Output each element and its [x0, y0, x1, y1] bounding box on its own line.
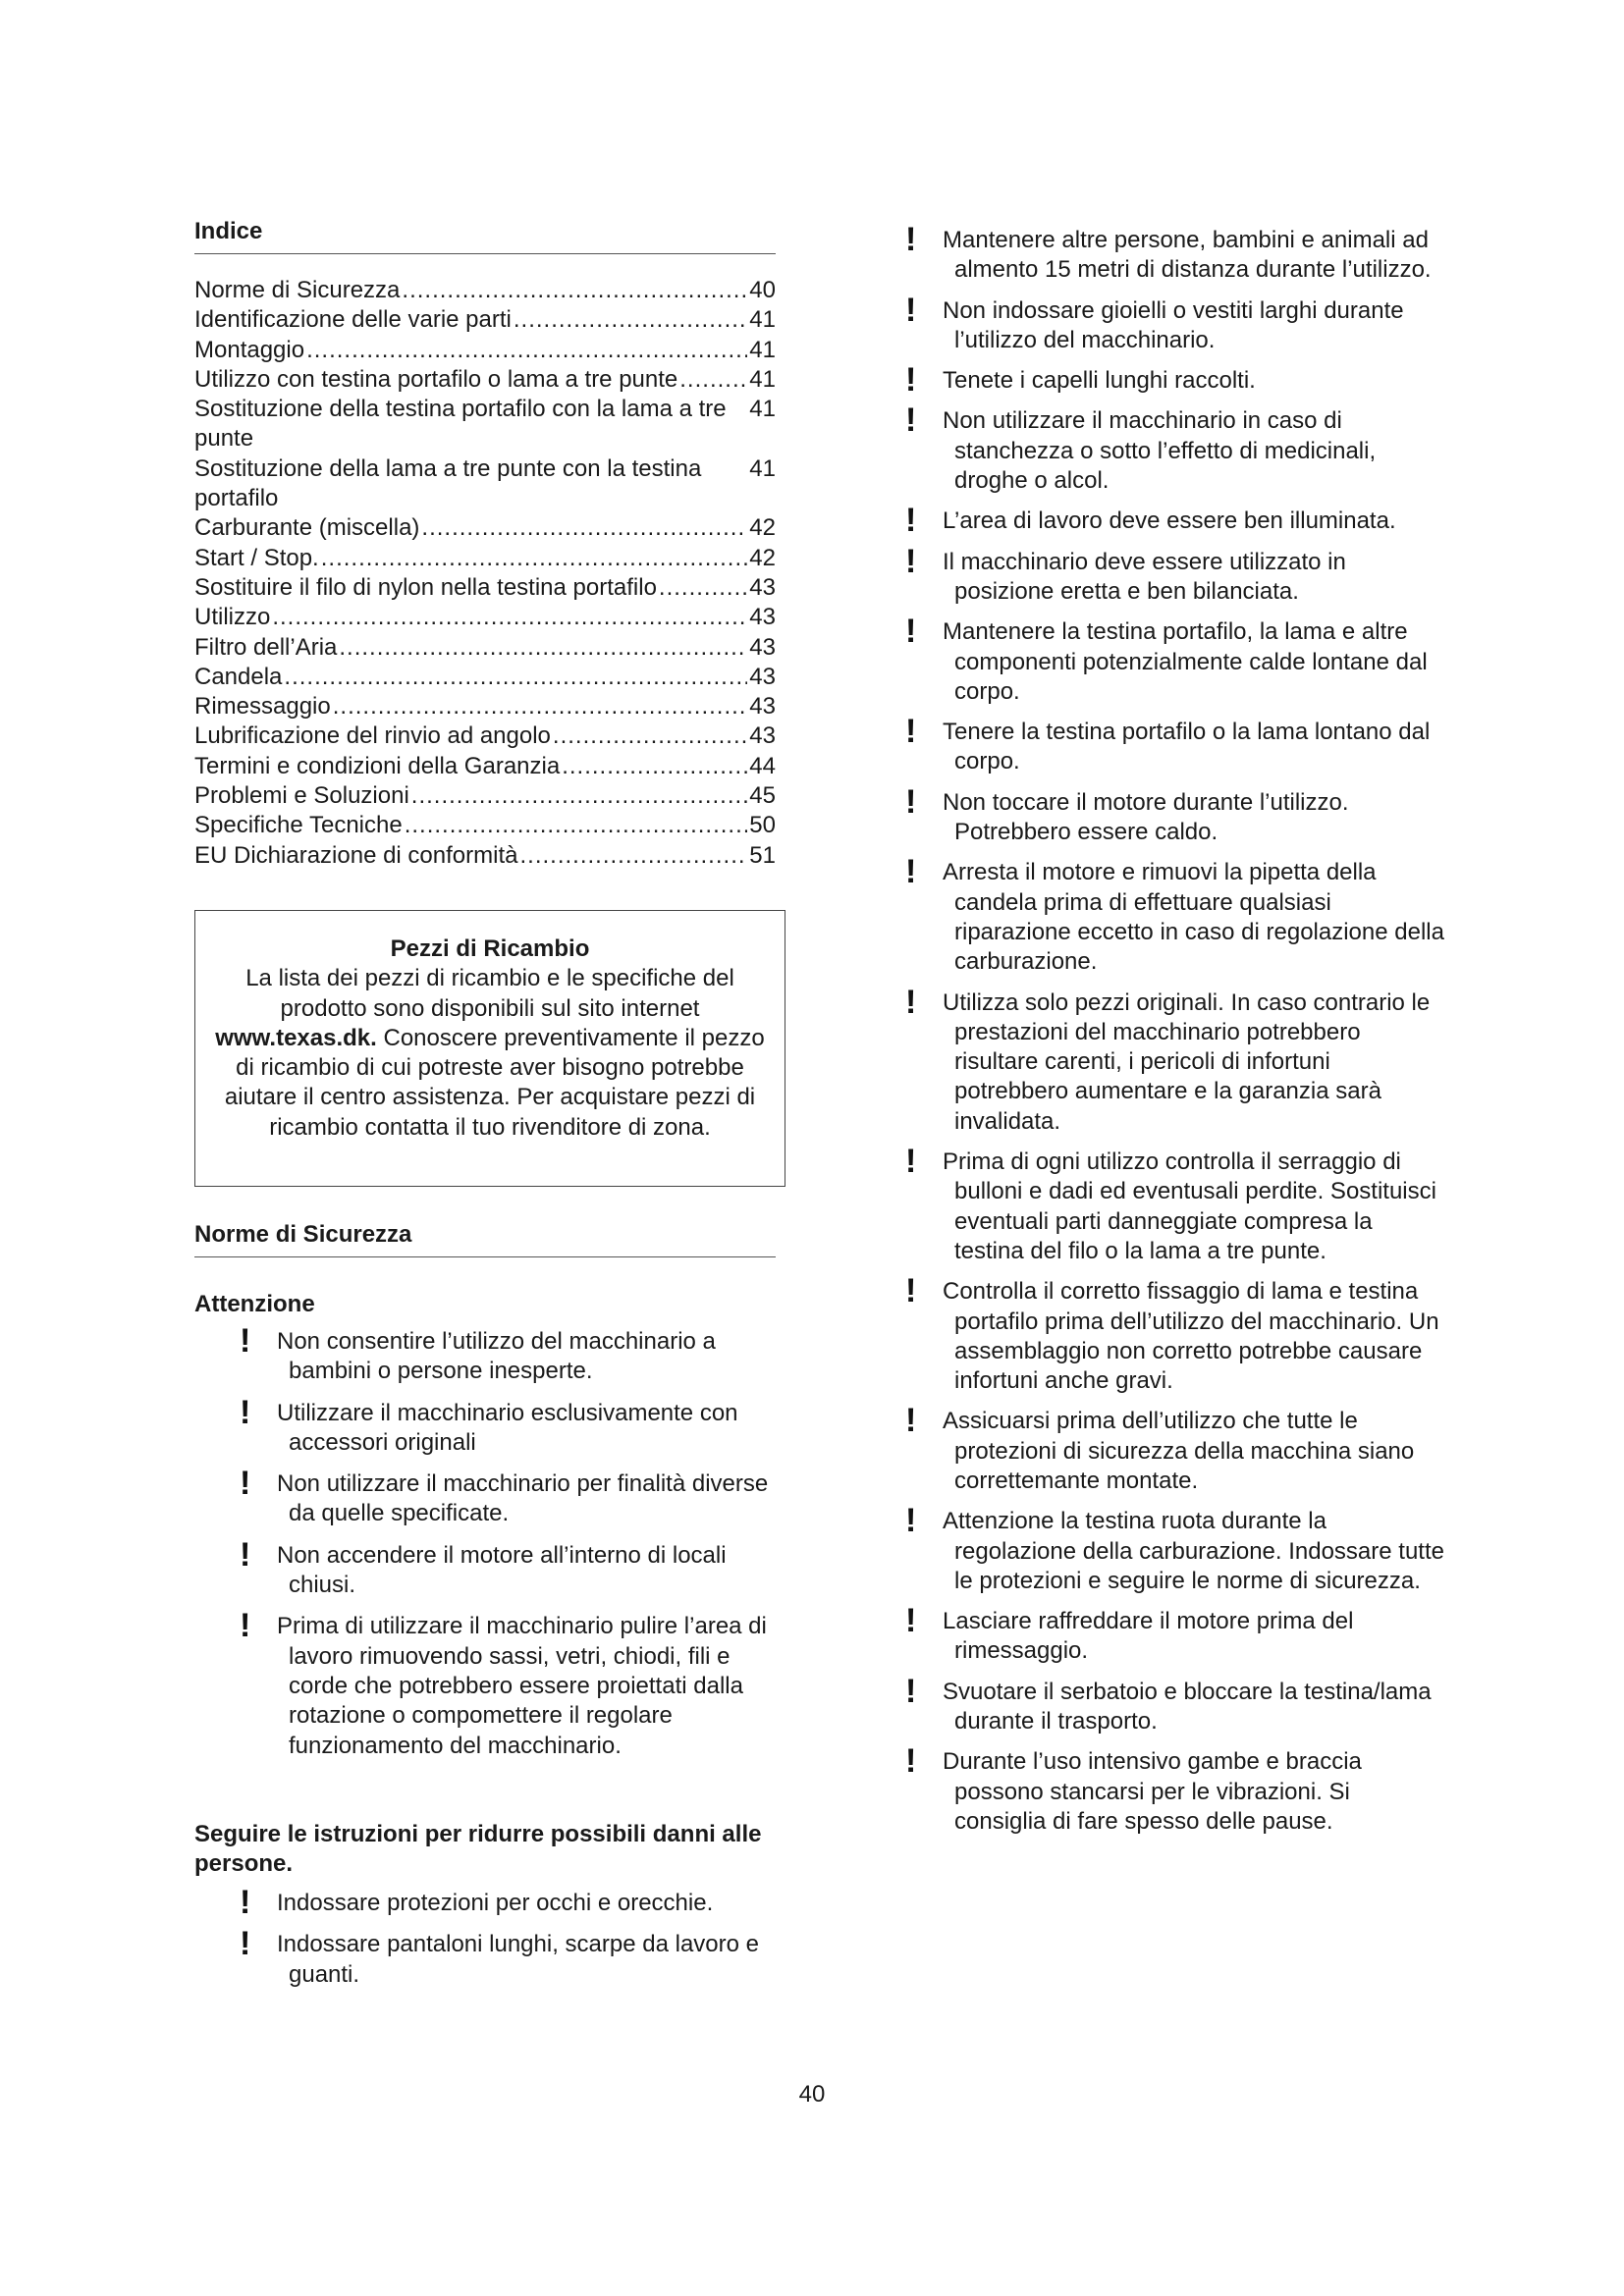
toc-entry-page: 50 [749, 812, 776, 839]
toc-entry-label: Rimessaggio [194, 693, 331, 721]
warning-item [226, 1607, 776, 1760]
exclamation-icon: ! [905, 1272, 917, 1310]
warning-item [892, 1143, 1446, 1266]
toc-leader [514, 305, 747, 335]
spare-parts-text-after: Conoscere preventivamente il pezzo di ricambio di cui potreste aver bisogno potrebbe aiutare il centro assistenza. Per acquistare pezzi di ricambio contatta il tuo rivenditore di zona. [224, 1024, 765, 1141]
exclamation-icon: ! [905, 221, 917, 258]
exclamation-icon: ! [240, 1465, 251, 1503]
warning-text: Tenete i capelli lunghi raccolti. [943, 367, 1256, 395]
warning-text: Prima di ogni utilizzo controlla il serraggio di bulloni e dadi ed eventusali perdite. Sostituisci eventuali parti danneggiate compresa la testina del filo o la lama a tre punte. [943, 1148, 1436, 1264]
warning-item [226, 1465, 776, 1529]
spare-parts-text-before: La lista dei pezzi di ricambio e le specifiche del prodotto sono disponibili sul sito internet [245, 965, 734, 1022]
warning-item [892, 401, 1446, 496]
toc-entry [194, 365, 776, 395]
exclamation-icon: ! [905, 1602, 917, 1640]
warning-text: Non indossare gioielli o vestiti larghi durante l’utilizzo del macchinario. [943, 296, 1404, 353]
toc-entry-label: Utilizzo [194, 604, 271, 631]
toc-entry [194, 692, 776, 721]
toc-leader [272, 603, 747, 632]
warning-text: Assicuarsi prima dell’utilizzo che tutte le protezioni di sicurezza della macchina siano correttemante montate. [943, 1408, 1415, 1494]
warning-item [892, 1502, 1446, 1596]
toc-entry-page: 41 [749, 365, 776, 393]
warning-item [892, 1742, 1446, 1837]
exclamation-icon: ! [905, 983, 917, 1021]
website-link[interactable]: www.texas.dk. [215, 1024, 377, 1051]
toc-entry [194, 841, 776, 871]
warning-item [892, 782, 1446, 848]
toc-entry-page: 43 [749, 573, 776, 601]
warning-text: Lasciare raffreddare il motore prima del rimessaggio. [943, 1608, 1354, 1665]
toc-leader [679, 365, 747, 395]
exclamation-icon: ! [905, 1143, 917, 1181]
warning-item [892, 1402, 1446, 1496]
warning-text: Non utilizzare il macchinario in caso di stanchezza o sotto l’effetto di medicinali, droghe o alcol. [943, 407, 1377, 495]
toc-entry-label: EU Dichiarazione di conformità [194, 841, 518, 869]
toc-entry [194, 781, 776, 811]
toc-entry-page: 43 [749, 663, 776, 690]
safety-heading: Norme di Sicurezza [194, 1217, 776, 1257]
exclamation-icon: ! [905, 1402, 917, 1440]
warning-item [226, 1535, 776, 1601]
exclamation-icon: ! [905, 1672, 917, 1710]
toc-entry-label: Filtro dell’Aria [194, 633, 338, 661]
toc-leader [405, 811, 748, 840]
exclamation-icon: ! [905, 401, 917, 440]
toc-entry-page: 42 [749, 544, 776, 571]
warning-text: Attenzione la testina ruota durante la regolazione della carburazione. Indossare tutte le protezioni e seguire le norme di sicurezza. [943, 1508, 1444, 1594]
warning-item [226, 1884, 776, 1921]
warning-item [226, 1322, 776, 1387]
index-heading: Indice [194, 214, 776, 254]
warning-text: Indossare pantaloni lunghi, scarpe da lavoro e guanti. [277, 1931, 759, 1988]
toc-entry-page: 41 [749, 336, 776, 363]
warning-text: Non consentire l’utilizzo del macchinario a bambini o persone inesperte. [277, 1328, 716, 1385]
warning-item [892, 542, 1446, 608]
warning-item [892, 613, 1446, 707]
warning-item [892, 1272, 1446, 1396]
warning-item [892, 983, 1446, 1137]
toc-leader [553, 721, 747, 751]
toc-list [194, 276, 776, 871]
toc-entry-label: Utilizzo con testina portafilo o lama a tre punte [194, 365, 678, 393]
exclamation-icon: ! [905, 361, 917, 400]
toc-leader [519, 841, 747, 871]
warning-text: Utilizzare il macchinario esclusivamente con accessori originali [277, 1399, 738, 1456]
index-section [194, 214, 776, 871]
instructions-heading: Seguire le istruzioni per ridurre possibili danni alle persone. [194, 1821, 762, 1877]
exclamation-icon: ! [240, 1925, 251, 1963]
toc-entry-label: Lubrificazione del rinvio ad angolo [194, 722, 551, 750]
toc-entry [194, 752, 776, 781]
toc-leader [402, 276, 747, 305]
spare-parts-box [194, 910, 785, 1187]
warning-text: Tenere la testina portafilo o la lama lontano dal corpo. [943, 719, 1431, 775]
toc-entry [194, 395, 776, 454]
warning-text: Prima di utilizzare il macchinario pulire l’area di lavoro rimuovendo sassi, vetri, chiodi, fili e corde che potrebbero essere proiettati dalla rotazione o compomettere il regolare funzionamento del macchinario. [277, 1613, 767, 1759]
toc-entry-page: 42 [749, 514, 776, 542]
warning-text: Svuotare il serbatoio e bloccare la testina/lama durante il trasporto. [943, 1678, 1432, 1735]
toc-leader [411, 781, 748, 811]
warning-text: Arresta il motore e rimuovi la pipetta della candela prima di effettuare qualsiasi riparazione eccetto in caso di regolazione della carburazione. [943, 859, 1444, 976]
warning-text: Utilizza solo pezzi originali. In caso contrario le prestazioni del macchinario potrebbero risultare carenti, i pericoli di infortuni potrebbero aumentare e la garanzia sarà invalidata. [943, 988, 1431, 1135]
warning-item [892, 1672, 1446, 1737]
warning-text: Il macchinario deve essere utilizzato in posizione eretta e ben bilanciata. [943, 548, 1346, 605]
toc-entry-page: 41 [749, 454, 776, 482]
warning-text: Non utilizzare il macchinario per finalità diverse da quelle specificate. [277, 1470, 769, 1527]
toc-entry-page: 43 [749, 604, 776, 631]
warning-text: Durante l’uso intensivo gambe e braccia possono stancarsi per le vibrazioni. Si consiglia di fare spesso delle pause. [943, 1748, 1362, 1835]
toc-entry-page: 40 [749, 277, 776, 303]
spare-parts-text [195, 964, 785, 1143]
warning-item [226, 1925, 776, 1990]
exclamation-icon: ! [240, 1393, 251, 1431]
warning-text: Mantenere altre persone, bambini e animali ad almento 15 metri di distanza durante l’utilizzo. [943, 227, 1432, 284]
toc-entry-label: Norme di Sicurezza [194, 277, 401, 303]
toc-entry-label: Termini e condizioni della Garanzia [194, 752, 561, 779]
toc-entry [194, 454, 776, 514]
toc-leader [339, 633, 747, 663]
warning-item [892, 1602, 1446, 1667]
toc-leader [421, 513, 747, 543]
spare-parts-title: Pezzi di Ricambio [390, 935, 590, 962]
exclamation-icon: ! [240, 1884, 251, 1921]
exclamation-icon: ! [905, 502, 917, 540]
toc-entry [194, 305, 776, 335]
exclamation-icon: ! [905, 291, 917, 329]
exclamation-icon: ! [905, 1502, 917, 1540]
warning-item [892, 291, 1446, 356]
toc-leader [333, 692, 748, 721]
warning-text: Mantenere la testina portafilo, la lama e altre componenti potenzialmente calde lontane dal corpo. [943, 618, 1428, 705]
warning-text: Non toccare il motore durante l’utilizzo. Potrebbero essere caldo. [943, 788, 1349, 846]
exclamation-icon: ! [240, 1535, 251, 1574]
toc-entry [194, 603, 776, 632]
warning-item [892, 502, 1446, 540]
warning-item [892, 713, 1446, 777]
page-number: 40 [798, 2081, 826, 2108]
toc-entry-label: Problemi e Soluzioni [194, 782, 409, 810]
exclamation-icon: ! [905, 613, 917, 651]
right-column-list [892, 221, 1446, 1847]
toc-entry-label: Candela [194, 663, 283, 690]
warning-item [892, 221, 1446, 286]
attention-heading: Attenzione [194, 1291, 315, 1317]
toc-entry-page: 43 [749, 722, 776, 750]
toc-entry-page: 41 [749, 306, 776, 334]
toc-entry-label: Sostituzione della lama a tre punte con la testina portafilo [194, 454, 702, 512]
instructions-list [226, 1884, 776, 2002]
toc-entry [194, 573, 776, 603]
warning-item [892, 853, 1446, 977]
toc-entry-label: Sostituire il filo di nylon nella testina portafilo [194, 573, 657, 601]
toc-entry-label: Identificazione delle varie parti [194, 306, 512, 334]
toc-entry [194, 336, 776, 365]
exclamation-icon: ! [905, 542, 917, 580]
warning-text: Non accendere il motore all’interno di locali chiusi. [277, 1541, 727, 1599]
toc-entry-label: Montaggio [194, 336, 305, 363]
toc-entry [194, 276, 776, 305]
toc-leader [306, 336, 747, 365]
toc-entry-page: 43 [749, 633, 776, 661]
toc-entry [194, 811, 776, 840]
toc-entry [194, 633, 776, 663]
toc-leader [562, 752, 747, 781]
attention-list [226, 1322, 776, 1773]
toc-entry-page: 45 [749, 782, 776, 810]
toc-leader [321, 544, 748, 573]
exclamation-icon: ! [905, 782, 917, 821]
toc-entry [194, 544, 776, 573]
warning-text: Indossare protezioni per occhi e orecchie. [277, 1890, 714, 1916]
exclamation-icon: ! [905, 853, 917, 891]
toc-entry [194, 663, 776, 692]
toc-entry-page: 43 [749, 693, 776, 721]
toc-entry-label: Carburante (miscella) [194, 514, 420, 542]
toc-entry [194, 513, 776, 543]
toc-entry-page: 51 [749, 841, 776, 869]
exclamation-icon: ! [905, 713, 917, 751]
toc-entry-page: 41 [749, 396, 776, 423]
exclamation-icon: ! [905, 1742, 917, 1781]
toc-entry-label: Start / Stop. [194, 544, 319, 571]
warning-item [226, 1393, 776, 1459]
warning-text: L’area di lavoro deve essere ben illuminata. [943, 507, 1396, 535]
warning-text: Controlla il corretto fissaggio di lama e testina portafilo prima dell’utilizzo del macchinario. Un assemblaggio non corretto potrebbe causare infortuni anche gravi. [943, 1278, 1439, 1395]
toc-entry-label: Specifiche Tecniche [194, 812, 403, 839]
toc-entry-label: Sostituzione della testina portafilo con la lama a tre punte [194, 396, 727, 453]
toc-entry-page: 44 [749, 752, 776, 779]
warning-item [892, 361, 1446, 400]
toc-entry [194, 721, 776, 751]
toc-leader [284, 663, 747, 692]
exclamation-icon: ! [240, 1322, 251, 1360]
exclamation-icon: ! [240, 1607, 251, 1645]
toc-leader [659, 573, 747, 603]
